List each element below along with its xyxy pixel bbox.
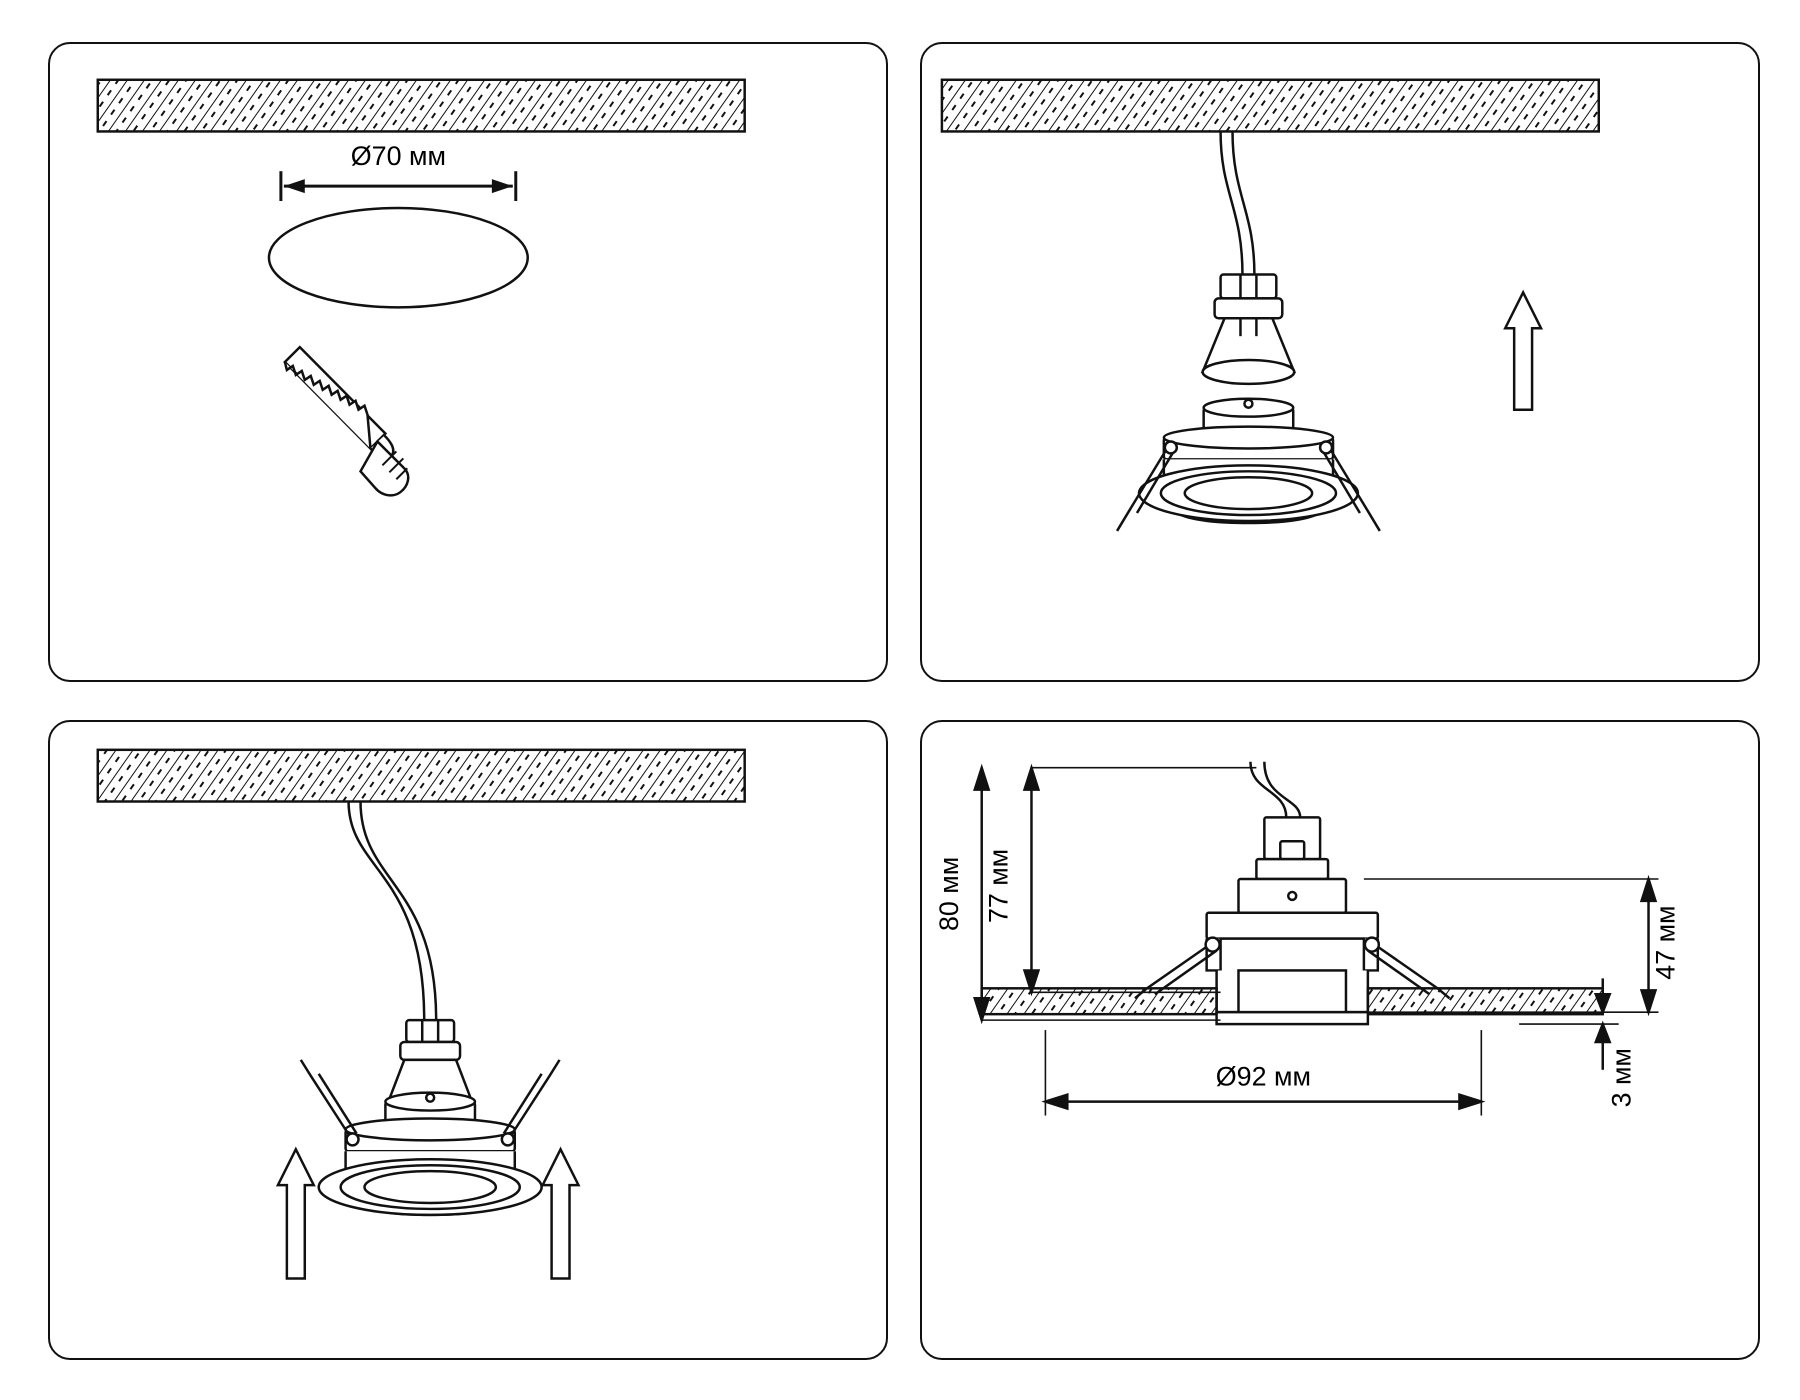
ceiling-slab — [98, 750, 745, 802]
trim-diameter-label: Ø92 мм — [1215, 1061, 1311, 1092]
lamp-bulb — [1203, 318, 1295, 384]
ceiling-slab — [942, 80, 1599, 132]
recess-depth-label: 77 мм — [983, 848, 1014, 924]
power-cable — [1250, 762, 1300, 818]
ceiling-slab — [98, 80, 745, 132]
power-cable — [1221, 131, 1255, 274]
total-height-label: 80 мм — [933, 856, 964, 932]
panel-step-3 — [48, 720, 888, 1360]
panel-dimensions — [920, 720, 1760, 1360]
fixture-body — [1139, 399, 1358, 523]
up-arrow-right — [543, 1149, 579, 1278]
dimension-arrow-horizontal — [281, 171, 516, 201]
fixture-body — [319, 1093, 542, 1215]
lamp-socket — [1215, 275, 1283, 319]
trim-thickness-label: 3 мм — [1606, 1048, 1637, 1108]
hole-saw-tool — [285, 347, 408, 495]
dimension-77mm — [982, 768, 1257, 1020]
up-arrow — [1505, 292, 1541, 409]
fixture-body — [1207, 879, 1378, 1012]
hole-diameter-label: Ø70 мм — [350, 141, 446, 172]
body-height-label: 47 мм — [1650, 905, 1681, 980]
panel-3-drawing — [50, 722, 886, 1358]
cut-out-ellipse — [269, 208, 528, 307]
panel-4-drawing — [922, 722, 1758, 1358]
panel-1-drawing — [50, 44, 886, 680]
panel-2-drawing — [922, 44, 1758, 680]
panel-step-1 — [48, 42, 888, 682]
panel-step-2 — [920, 42, 1760, 682]
lamp-socket — [1256, 817, 1328, 879]
lamp-socket — [388, 1020, 472, 1101]
up-arrow-left — [278, 1149, 314, 1278]
power-cable — [349, 802, 437, 1021]
